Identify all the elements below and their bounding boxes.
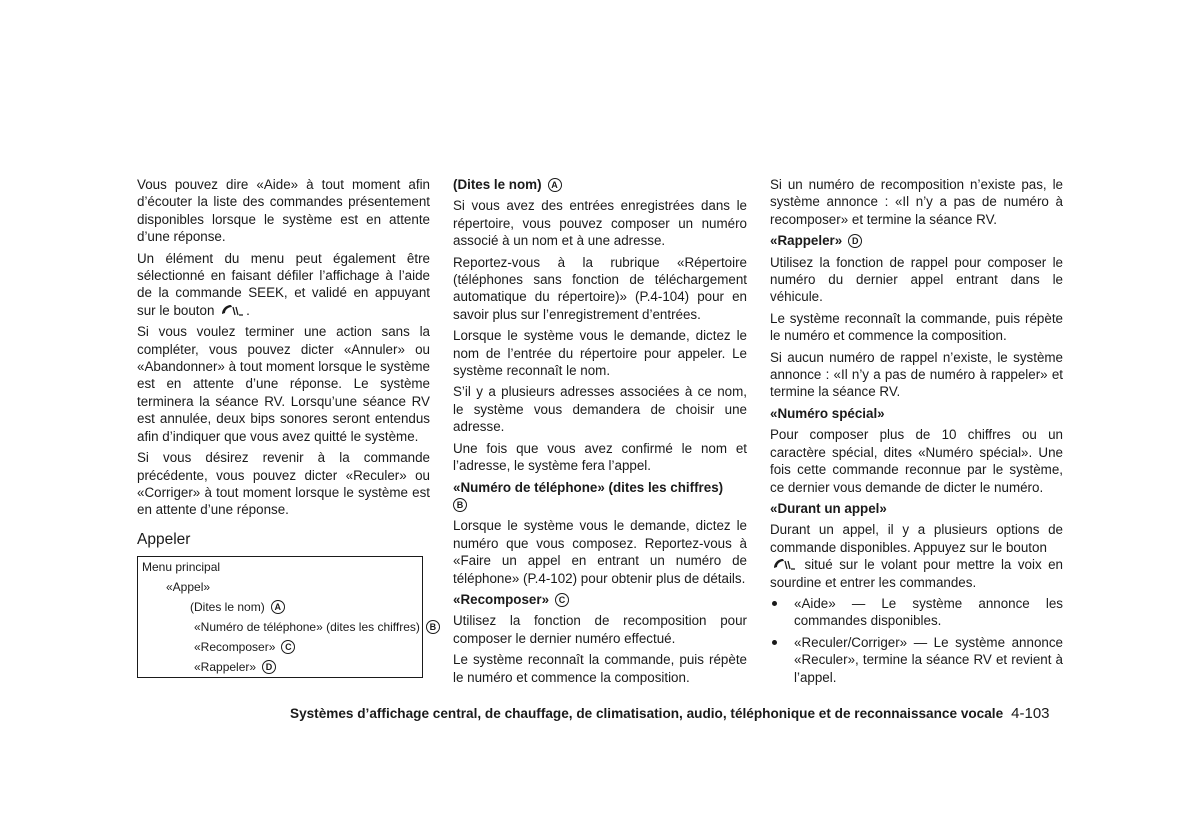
paragraph: Vous pouvez dire «Aide» à tout moment afin d’écouter la liste des commandes présentement disponibles lorsque le système est en attente d’une réponse. [137, 177, 430, 245]
heading-recomposer: «Recomposer» C [453, 591, 747, 608]
badge-c: C [281, 640, 295, 654]
paragraph: Le système reconnaît la commande, puis répète le numéro et commence la composition. [453, 652, 747, 685]
badge-d: D [262, 660, 276, 674]
heading-numero: «Numéro de téléphone» (dites les chiffres) B [453, 479, 724, 510]
paragraph: Le système reconnaît la commande, puis répète le numéro et commence la composition. [770, 310, 1063, 344]
section-title: Appeler [137, 530, 191, 548]
heading-rappeler: «Rappeler» D [770, 232, 1063, 249]
paragraph: Lorsque le système vous le demande, dictez le numéro que vous composez. Reportez-vous à «Faire un appel en entrant un numéro de téléphone» (P.4-102) pour obtenir plus de détails. [453, 518, 747, 586]
paragraph: Lorsque le système vous le demande, dictez le nom de l’entrée du répertoire pour appeler. Le système reconnaît le nom. [453, 328, 747, 379]
heading-durant-appel: «Durant un appel» [770, 500, 887, 516]
badge-d: D [848, 234, 862, 248]
column-left [137, 176, 437, 678]
phone-voice-icon [220, 303, 244, 317]
menu-diagram [137, 556, 437, 678]
heading-nom: (Dites le nom) A [453, 176, 747, 193]
page-number: 4-103 [1011, 705, 1050, 722]
menu-item-numero: «Numéro de téléphone» (dites les chiffres) B [194, 617, 440, 637]
badge-a: A [548, 178, 562, 192]
page-footer [290, 705, 1065, 722]
badge-c: C [555, 593, 569, 607]
footer-title: Systèmes d’affichage central, de chauffage, de climatisation, audio, téléphonique et de reconnaissance vocale [290, 706, 1004, 721]
paragraph: Une fois que vous avez confirmé le nom et l’adresse, le système fera l’appel. [453, 440, 747, 474]
paragraph: Utilisez la fonction de rappel pour composer le numéro du dernier appel entrant dans le véhicule. [770, 254, 1063, 305]
list-item: «Aide» — Le système annonce les commandes disponibles. [770, 595, 1063, 630]
paragraph: Si aucun numéro de rappel n’existe, le système annonce : «Il n’y a pas de numéro à rappeler» et termine la séance RV. [770, 349, 1063, 400]
paragraph: Si vous voulez terminer une action sans la compléter, vous pouvez dicter «Annuler» ou «Abandonner» à tout moment lorsque le système est en attente d’une réponse. Le système terminera la séance RV. Lorsqu’une séance RV est annulée, deux bips sonores seront entendus afin d’indiquer que vous avez quitté le système. [137, 324, 430, 444]
list-item: «Reculer/Corriger» — Le système annonce «Reculer», termine la séance RV et revient à l’appel. [770, 634, 1063, 686]
badge-b: B [426, 620, 440, 634]
paragraph: Un élément du menu peut également être sélectionné en faisant défiler l’affichage à l’aide de la commande SEEK, et validé en appuyant sur le bouton . [137, 250, 430, 318]
menu-item-recomposer: «Recomposer» C [194, 637, 295, 657]
menu-item-rappeler: «Rappeler» D [194, 657, 276, 677]
paragraph: Reportez-vous à la rubrique «Répertoire (téléphones sans fonction de téléchargement automatique du répertoire)» (P.4-104) pour en savoir plus sur l’enregistrement d’entrées. [453, 254, 747, 322]
badge-a: A [271, 600, 285, 614]
heading-numero-special: «Numéro spécial» [770, 405, 885, 421]
badge-b: B [453, 498, 467, 512]
bullet-list [770, 595, 1063, 686]
paragraph: Pour composer plus de 10 chiffres ou un caractère spécial, dites «Numéro spécial». Une fois cette commande reconnue par le système, ce dernier vous demande de dicter le numéro. [770, 427, 1063, 495]
paragraph: Durant un appel, il y a plusieurs options de commande disponibles. Appuyez sur le bouton situé sur le volant pour mettre la voix en sourdine et entrer les commandes. [770, 522, 1063, 590]
column-middle [453, 176, 747, 690]
column-right [770, 176, 1063, 690]
paragraph: Si vous avez des entrées enregistrées dans le répertoire, vous pouvez composer un numéro associé à un nom et à une adresse. [453, 198, 747, 249]
menu-item-appel: «Appel» [166, 580, 211, 595]
phone-voice-icon [772, 557, 796, 571]
paragraph: Si un numéro de recomposition n’existe pas, le système annonce : «Il n’y a pas de numéro à recomposer» et termine la séance RV. [770, 177, 1063, 227]
menu-root: Menu principal [142, 560, 221, 575]
paragraph: S’il y a plusieurs adresses associées à ce nom, le système vous demandera de choisir une adresse. [453, 384, 747, 435]
paragraph: Utilisez la fonction de recomposition pour composer le dernier numéro effectué. [453, 613, 747, 646]
menu-item-nom: (Dites le nom) A [190, 597, 285, 617]
paragraph: Si vous désirez revenir à la commande précédente, vous pouvez dicter «Reculer» ou «Corriger» à tout moment lorsque le système est en attente d’une réponse. [137, 450, 430, 518]
